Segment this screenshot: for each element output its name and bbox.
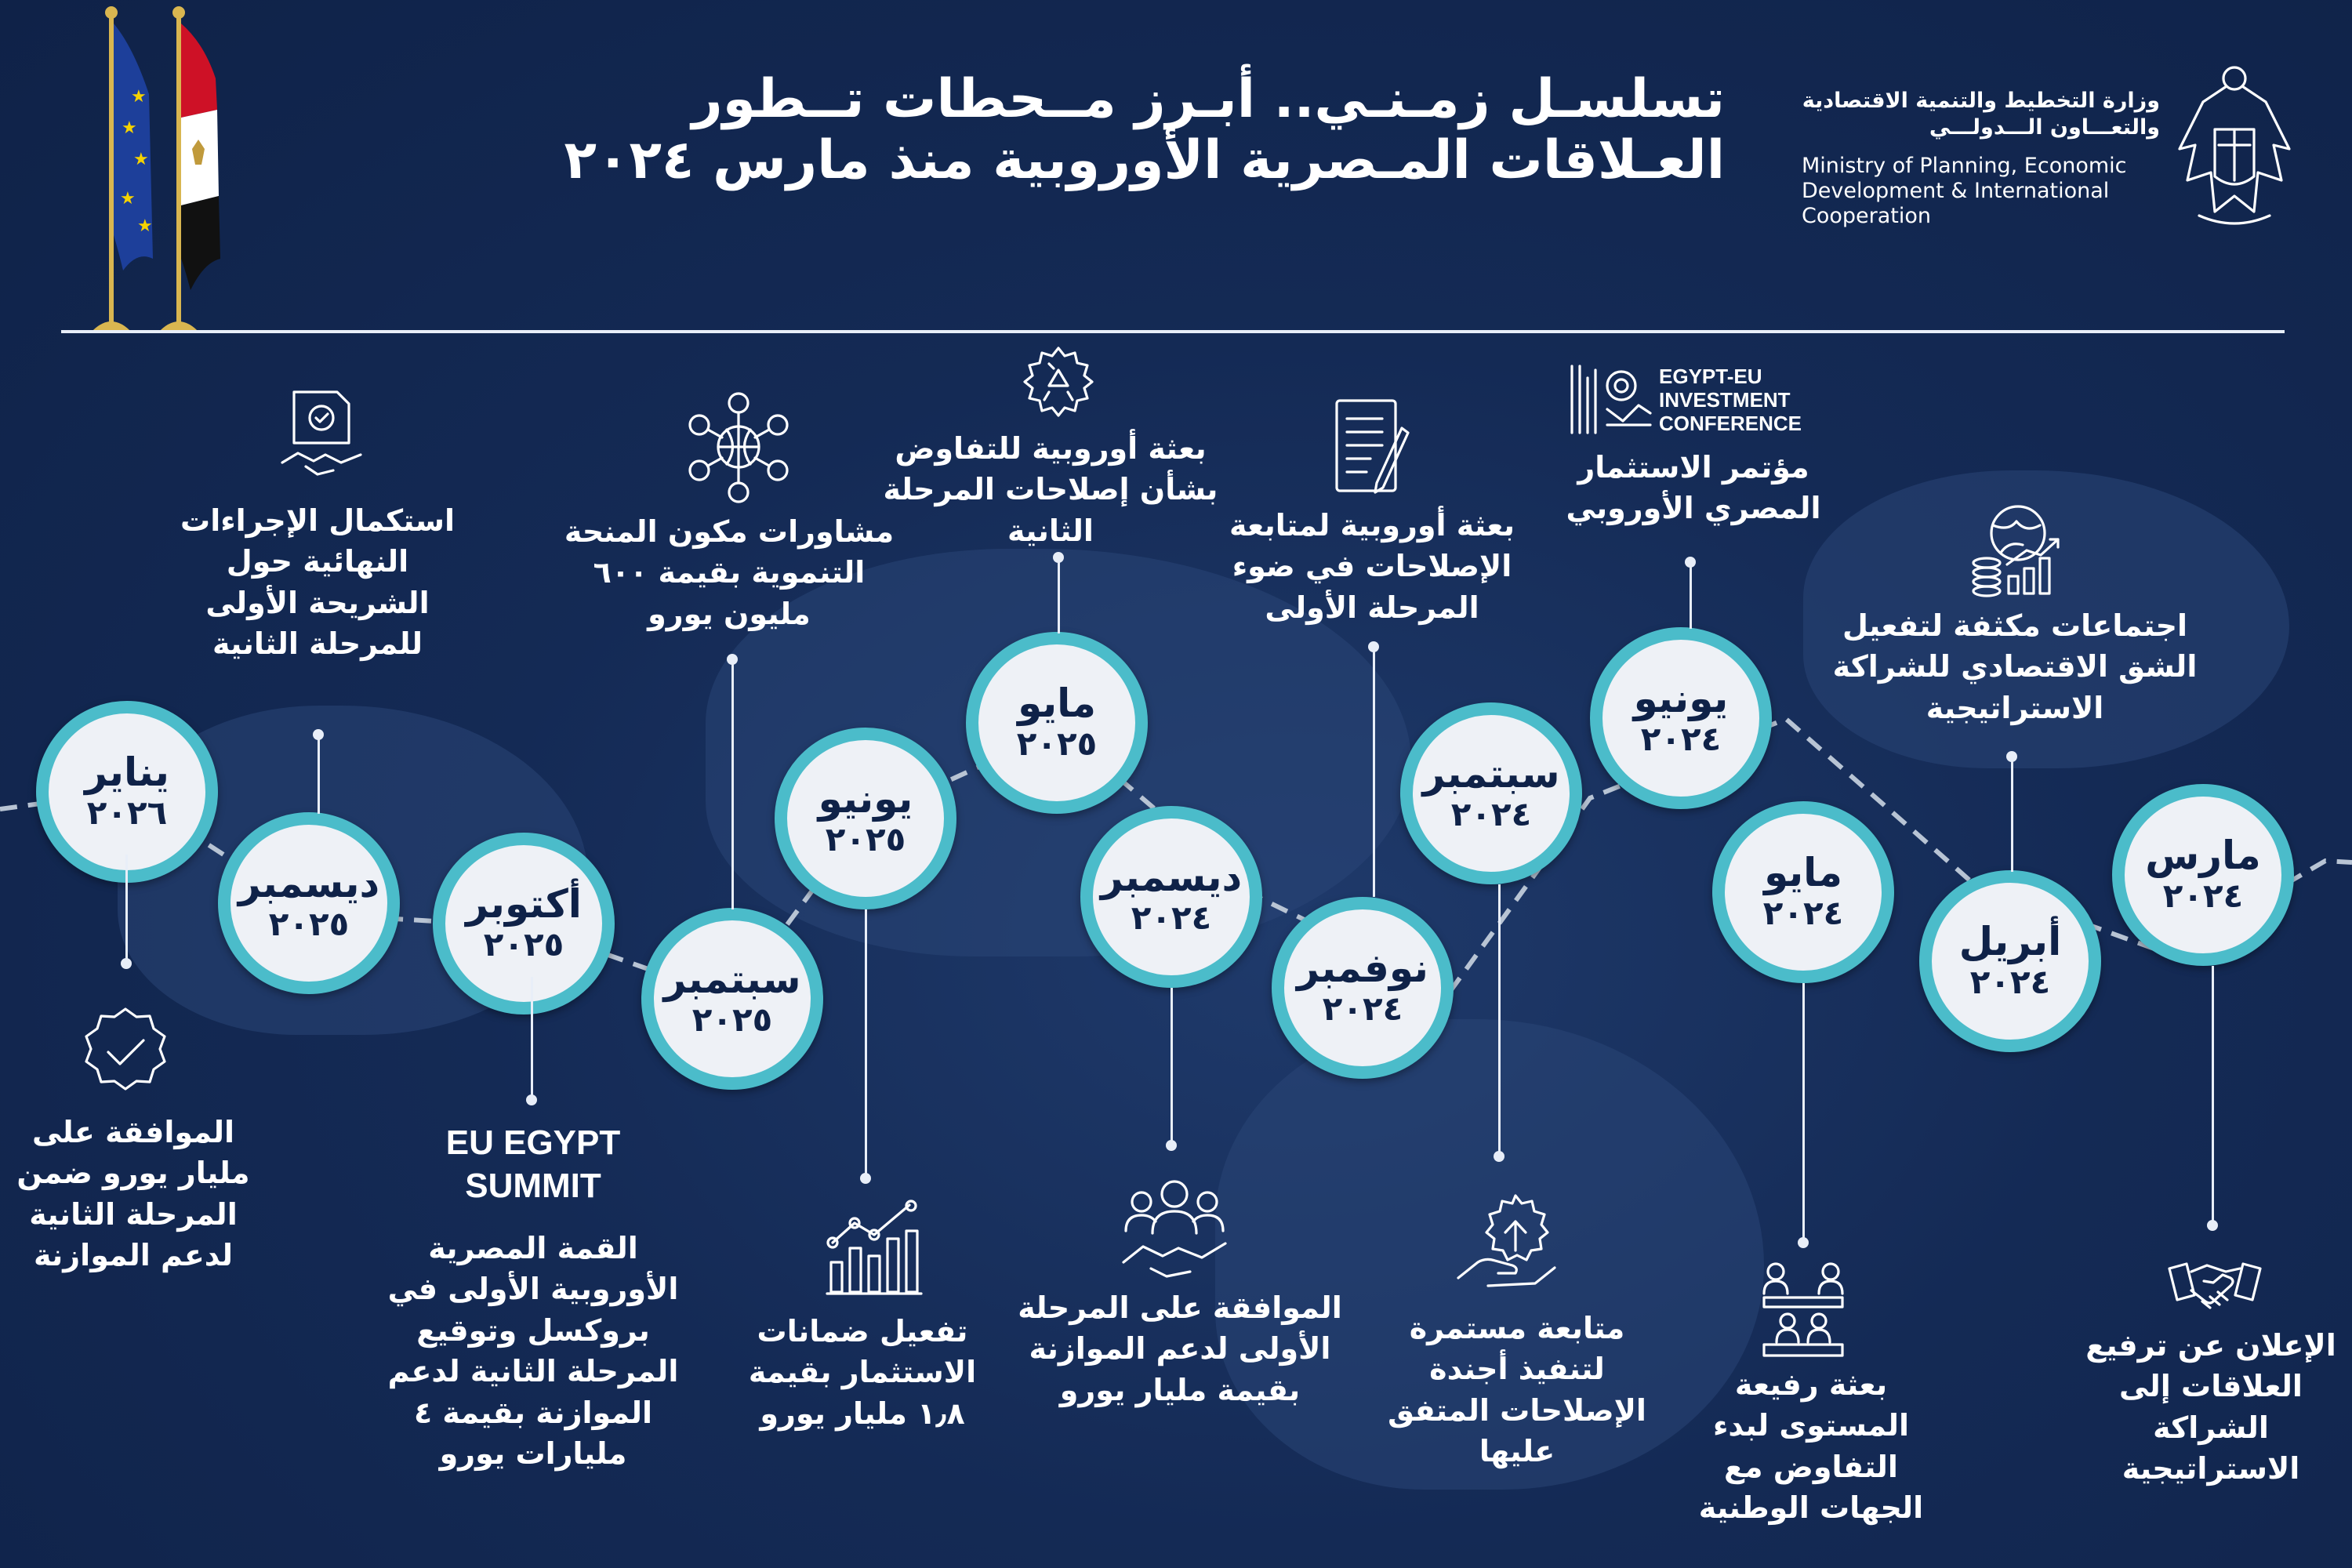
ministry-ar-line-1: وزارة التخطيط والتنمية الاقتصادية xyxy=(1802,89,2160,113)
node-year: ٢٠٢٥ xyxy=(825,820,906,859)
conference-logo-icon xyxy=(1568,362,1654,437)
node-month: نوفمبر xyxy=(1297,946,1428,992)
node-year: ٢٠٢٤ xyxy=(1969,963,2051,1002)
ministry-en-line-2: Development & International xyxy=(1802,178,2110,203)
connector-dot xyxy=(526,1094,537,1105)
connector-line xyxy=(1690,561,1692,629)
svg-text:★: ★ xyxy=(131,87,147,107)
node-year: ٢٠٢٥ xyxy=(691,1000,773,1040)
node-month: ديسمبر xyxy=(238,861,380,907)
connector-dot xyxy=(2207,1220,2218,1231)
clipboard-pen-icon xyxy=(1333,397,1411,499)
title-line-2: العـلاقات المـصرية الأوروبية منذ مارس ٢٠٢٤ xyxy=(564,129,1725,192)
node-year: ٢٠٢٤ xyxy=(2162,877,2244,916)
gear-recycle-icon xyxy=(1019,345,1098,423)
event-description: الموافقة على المرحلة الأولى لدعم الموازنة بقيمة مليار يورو xyxy=(1018,1290,1342,1407)
node-year: ٢٠٢٤ xyxy=(1762,894,1844,933)
event-description: بعثة أوروبية لمتابعة الإصلاحات في ضوء المرحلة الأولى xyxy=(1229,508,1515,625)
svg-text:★: ★ xyxy=(122,118,137,138)
node-year: ٢٠٢٤ xyxy=(1322,989,1403,1029)
title-line-1: تسلسـل زمـنـي.. أبـرز مــحطات تــطور xyxy=(691,68,1725,130)
node-month: سبتمبر xyxy=(663,956,801,1003)
connector-dot xyxy=(1053,552,1064,563)
growth-chart-icon xyxy=(823,1200,925,1298)
delegation-meeting-icon xyxy=(1756,1262,1850,1360)
timeline-node-may-2025 xyxy=(966,632,1148,814)
node-year: ٢٠٢٥ xyxy=(1016,724,1098,764)
node-year: ٢٠٢٥ xyxy=(483,925,564,964)
node-month: يناير xyxy=(85,750,169,796)
node-year: ٢٠٢٤ xyxy=(1450,795,1532,834)
checkmark-badge-icon xyxy=(78,1005,172,1099)
ministry-en-line-3: Cooperation xyxy=(1802,203,1932,228)
connector-line xyxy=(125,855,128,963)
handshake-icon xyxy=(2168,1254,2262,1325)
network-globe-icon xyxy=(684,392,793,502)
node-month: أكتوبر xyxy=(466,881,582,927)
node-year: ٢٠٢٤ xyxy=(1131,898,1212,938)
node-month: أبريل xyxy=(1958,919,2062,965)
connector-dot xyxy=(313,729,324,740)
node-month: مايو xyxy=(1018,681,1096,727)
node-year: ٢٠٢٤ xyxy=(1640,720,1722,759)
event-description: متابعة مستمرة لتنفيذ أجندة الإصلاحات المتفق عليها xyxy=(1388,1311,1646,1469)
connector-line xyxy=(2011,756,2013,872)
timeline-node-nov-2024 xyxy=(1272,897,1454,1079)
connector-dot xyxy=(1368,641,1379,652)
node-month: مارس xyxy=(2145,833,2261,879)
connector-line xyxy=(1498,884,1501,1156)
conference-label: EGYPT-EU INVESTMENT CONFERENCE xyxy=(1659,365,1802,435)
timeline-node-may-2024 xyxy=(1712,801,1894,983)
event-description: مشاورات مكون المنحة التنموية بقيمة ٦٠٠ مليون يورو xyxy=(564,514,895,631)
event-description: بعثة أوروبية للتفاوض بشأن إصلاحات المرحلة الثانية xyxy=(883,431,1218,548)
event-description: الموافقة على مليار يورو ضمن المرحلة الثانية لدعم الموازنة xyxy=(16,1115,250,1273)
connector-dot xyxy=(727,654,738,665)
timeline-node-oct-2025 xyxy=(433,833,615,1014)
connector-line xyxy=(1802,983,1805,1242)
timeline-node-sep-2025 xyxy=(641,908,823,1090)
node-month: مايو xyxy=(1764,850,1842,896)
event-description: اجتماعات مكثفة لتفعيل الشق الاقتصادي للشراكة الاستراتيجية xyxy=(1832,608,2198,725)
globe-coins-chart-icon xyxy=(1969,502,2063,596)
event-description: تفعيل ضمانات الاستثمار بقيمة ١٫٨ مليار يورو xyxy=(748,1314,977,1431)
timeline-node-sep-2024 xyxy=(1400,702,1582,884)
connector-dot xyxy=(1685,557,1696,568)
svg-text:★: ★ xyxy=(120,189,136,209)
team-handshake-icon xyxy=(1120,1174,1229,1276)
connector-dot xyxy=(1494,1151,1504,1162)
connector-line xyxy=(318,735,320,814)
svg-text:★: ★ xyxy=(133,150,149,169)
document-handshake-icon xyxy=(282,388,361,482)
event-description: مؤتمر الاستثمار المصري الأوروبي xyxy=(1566,450,1821,526)
event-description: الإعلان عن ترفيع العلاقات إلى الشراكة الاستراتيجية xyxy=(2085,1328,2336,1486)
timeline-node-jun-2025 xyxy=(775,728,956,909)
node-year: ٢٠٢٦ xyxy=(86,793,168,833)
eu-egypt-summit-label: EU EGYPT SUMMIT xyxy=(445,1123,621,1205)
node-month: ديسمبر xyxy=(1100,855,1243,901)
connector-line xyxy=(2212,966,2214,1225)
timeline-node-mar-2024 xyxy=(2112,784,2294,966)
connector-line xyxy=(1373,646,1375,897)
timeline-node-apr-2024 xyxy=(1919,870,2101,1052)
ministry-en-line-1: Ministry of Planning, Economic xyxy=(1802,154,2127,178)
ministry-ar-line-2: والتعـــاون الـــدولـــي xyxy=(1929,114,2160,140)
connector-line xyxy=(531,977,533,1099)
connector-line xyxy=(1171,988,1173,1145)
svg-text:★: ★ xyxy=(137,216,153,236)
node-month: سبتمبر xyxy=(1422,751,1560,797)
node-month: يونيو xyxy=(818,776,913,822)
connector-line xyxy=(731,659,734,909)
node-month: يونيو xyxy=(1633,676,1729,722)
connector-dot xyxy=(2006,751,2017,762)
connector-dot xyxy=(1166,1140,1177,1151)
event-description: استكمال الإجراءات النهائية حول الشريحة الأولى للمرحلة الثانية xyxy=(180,503,455,662)
event-description: بعثة رفيعة المستوى لبدء التفاوض مع الجهات الوطنية xyxy=(1698,1367,1924,1526)
event-description: القمة المصرية الأوروبية الأولى في بروكسل وتوقيع المرحلة الثانية لدعم الموازنة بقيمة ٤ مليارات يورو xyxy=(387,1231,679,1472)
timeline-node-dec-2025 xyxy=(218,812,400,994)
node-year: ٢٠٢٥ xyxy=(268,905,350,944)
connector-dot xyxy=(860,1173,871,1184)
connector-dot xyxy=(1798,1237,1809,1248)
timeline-node-jun-2024 xyxy=(1590,627,1772,809)
connector-dot xyxy=(121,958,132,969)
connector-line xyxy=(865,909,867,1178)
timeline-node-dec-2024 xyxy=(1080,806,1262,988)
hand-gear-icon xyxy=(1457,1192,1559,1286)
connector-line xyxy=(1058,557,1060,633)
